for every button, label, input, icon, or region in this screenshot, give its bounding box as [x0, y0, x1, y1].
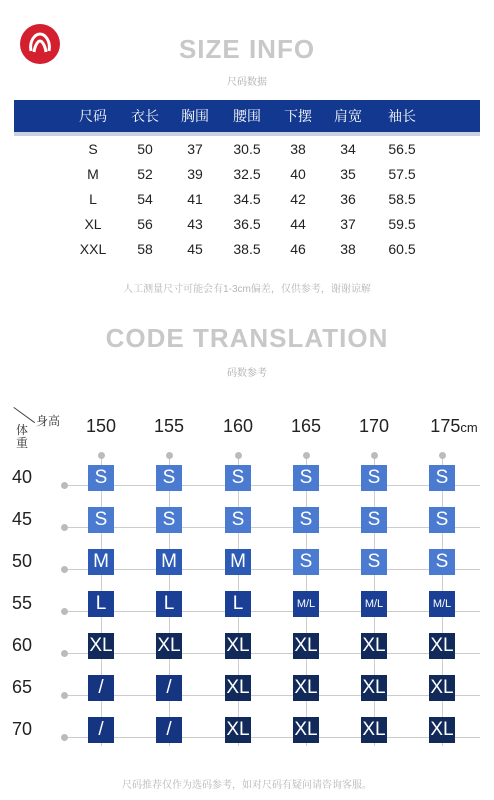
size-label: XL [84, 216, 102, 232]
size-value: 37 [187, 141, 203, 157]
column-header: 下摆 [284, 108, 312, 124]
size-recommendation-cell: XL [293, 675, 319, 701]
weight-guide-line [66, 611, 480, 612]
weight-guide-line [66, 569, 480, 570]
weight-guide-dot [61, 482, 68, 489]
weight-axis-label: 体重 [16, 423, 29, 450]
size-recommendation-cell: XL [293, 633, 319, 659]
height-value: 160 [222, 416, 254, 436]
column-header: 肩宽 [334, 108, 362, 124]
size-value: 42 [290, 191, 306, 207]
size-recommendation-cell: XL [225, 675, 251, 701]
size-value: 54 [137, 191, 153, 207]
size-recommendation-cell: XL [293, 717, 319, 743]
size-value: 38.5 [233, 241, 261, 257]
size-value: 34 [340, 141, 356, 157]
column-header: 尺码 [79, 108, 107, 124]
height-value: 170 [358, 416, 390, 436]
size-recommendation-cell: M [88, 549, 114, 575]
weight-value: 50 [12, 551, 33, 571]
height-value: 150 [85, 416, 117, 436]
size-recommendation-cell: S [361, 465, 387, 491]
size-value: 38 [290, 141, 306, 157]
size-value: 37 [340, 216, 356, 232]
weight-guide-line [66, 653, 480, 654]
weight-guide-dot [61, 692, 68, 699]
size-recommendation-cell: L [156, 591, 182, 617]
size-recommendation-cell: XL [429, 717, 455, 743]
weight-guide-line [66, 527, 480, 528]
size-recommendation-cell: M [156, 549, 182, 575]
size-recommendation-cell: S [429, 465, 455, 491]
size-label: S [88, 141, 98, 157]
size-recommendation-cell: XL [361, 633, 387, 659]
corner-divider [13, 407, 35, 423]
size-recommendation-cell: S [225, 465, 251, 491]
size-recommendation-cell: / [88, 675, 114, 701]
size-recommendation-cell: M/L [361, 591, 387, 617]
size-value: 50 [137, 141, 153, 157]
size-recommendation-cell: XL [429, 633, 455, 659]
weight-guide-dot [61, 524, 68, 531]
size-value: 36 [340, 191, 356, 207]
weight-guide-dot [61, 608, 68, 615]
height-guide-dot [235, 452, 242, 459]
size-recommendation-cell: S [429, 549, 455, 575]
weight-guide-line [66, 737, 480, 738]
column-header: 胸围 [181, 108, 209, 124]
size-value: 34.5 [233, 191, 261, 207]
size-info-subtitle: 尺码数据 [227, 77, 267, 88]
height-guide-dot [166, 452, 173, 459]
weight-guide-dot [61, 650, 68, 657]
size-recommendation-cell: S [293, 465, 319, 491]
column-header: 袖长 [388, 108, 416, 124]
weight-guide-dot [61, 734, 68, 741]
size-value: 43 [187, 216, 203, 232]
size-value: 41 [187, 191, 203, 207]
recommendation-note: 尺码推荐仅作为选码参考，如对尺码有疑问请咨询客服。 [122, 780, 372, 791]
weight-value: 45 [12, 509, 33, 529]
code-translation-subtitle: 码数参考 [227, 368, 267, 379]
size-recommendation-cell: S [293, 507, 319, 533]
height-axis-label: 身高 [36, 414, 61, 428]
weight-value: 40 [12, 467, 33, 487]
size-recommendation-cell: / [156, 675, 182, 701]
size-recommendation-cell: / [88, 717, 114, 743]
size-recommendation-cell: / [156, 717, 182, 743]
column-header: 衣长 [131, 108, 159, 124]
measurement-note: 人工测量尺寸可能会有1-3cm偏差，仅供参考，谢谢谅解 [123, 284, 371, 295]
height-guide-dot [98, 452, 105, 459]
height-guide-dot [371, 452, 378, 459]
size-recommendation-cell: S [88, 507, 114, 533]
size-value: 38 [340, 241, 356, 257]
height-value: 175cm [430, 416, 478, 436]
weight-guide-dot [61, 566, 68, 573]
size-value: 44 [290, 216, 306, 232]
size-value: 60.5 [388, 241, 416, 257]
size-value: 32.5 [233, 166, 261, 182]
size-recommendation-cell: S [156, 507, 182, 533]
size-value: 46 [290, 241, 306, 257]
size-label: M [87, 166, 99, 182]
size-value: 30.5 [233, 141, 261, 157]
column-header: 腰围 [233, 108, 261, 124]
size-value: 58.5 [388, 191, 416, 207]
size-value: 39 [187, 166, 203, 182]
size-recommendation-cell: XL [88, 633, 114, 659]
size-recommendation-cell: S [293, 549, 319, 575]
size-info-title: SIZE INFO [178, 34, 316, 64]
weight-guide-line [66, 485, 480, 486]
size-value: 45 [187, 241, 203, 257]
size-recommendation-cell: S [225, 507, 251, 533]
size-recommendation-cell: XL [225, 717, 251, 743]
size-value: 58 [137, 241, 153, 257]
size-recommendation-cell: XL [361, 717, 387, 743]
size-recommendation-cell: S [361, 507, 387, 533]
size-recommendation-cell: XL [225, 633, 251, 659]
size-label: XXL [79, 241, 107, 257]
height-value: 155 [153, 416, 185, 436]
size-value: 36.5 [233, 216, 261, 232]
size-recommendation-cell: XL [361, 675, 387, 701]
size-recommendation-cell: S [429, 507, 455, 533]
weight-guide-line [66, 695, 480, 696]
height-guide-dot [303, 452, 310, 459]
size-recommendation-cell: XL [156, 633, 182, 659]
size-recommendation-cell: S [361, 549, 387, 575]
size-value: 56 [137, 216, 153, 232]
size-recommendation-cell: S [156, 465, 182, 491]
weight-value: 55 [12, 593, 33, 613]
size-recommendation-cell: XL [429, 675, 455, 701]
size-value: 40 [290, 166, 306, 182]
size-recommendation-cell: M/L [429, 591, 455, 617]
height-unit: cm [460, 420, 478, 435]
weight-value: 60 [12, 635, 33, 655]
size-label: L [89, 191, 97, 207]
size-value: 59.5 [388, 216, 416, 232]
size-recommendation-cell: M [225, 549, 251, 575]
size-value: 56.5 [388, 141, 416, 157]
weight-value: 65 [12, 677, 33, 697]
size-recommendation-cell: L [88, 591, 114, 617]
size-recommendation-cell: S [88, 465, 114, 491]
height-guide-dot [439, 452, 446, 459]
height-value: 165 [290, 416, 322, 436]
size-value: 52 [137, 166, 153, 182]
size-recommendation-cell: L [225, 591, 251, 617]
code-translation-title: CODE TRANSLATION [105, 323, 389, 353]
size-table-header [14, 100, 480, 136]
size-value: 57.5 [388, 166, 416, 182]
weight-value: 70 [12, 719, 33, 739]
size-recommendation-cell: M/L [293, 591, 319, 617]
size-value: 35 [340, 166, 356, 182]
